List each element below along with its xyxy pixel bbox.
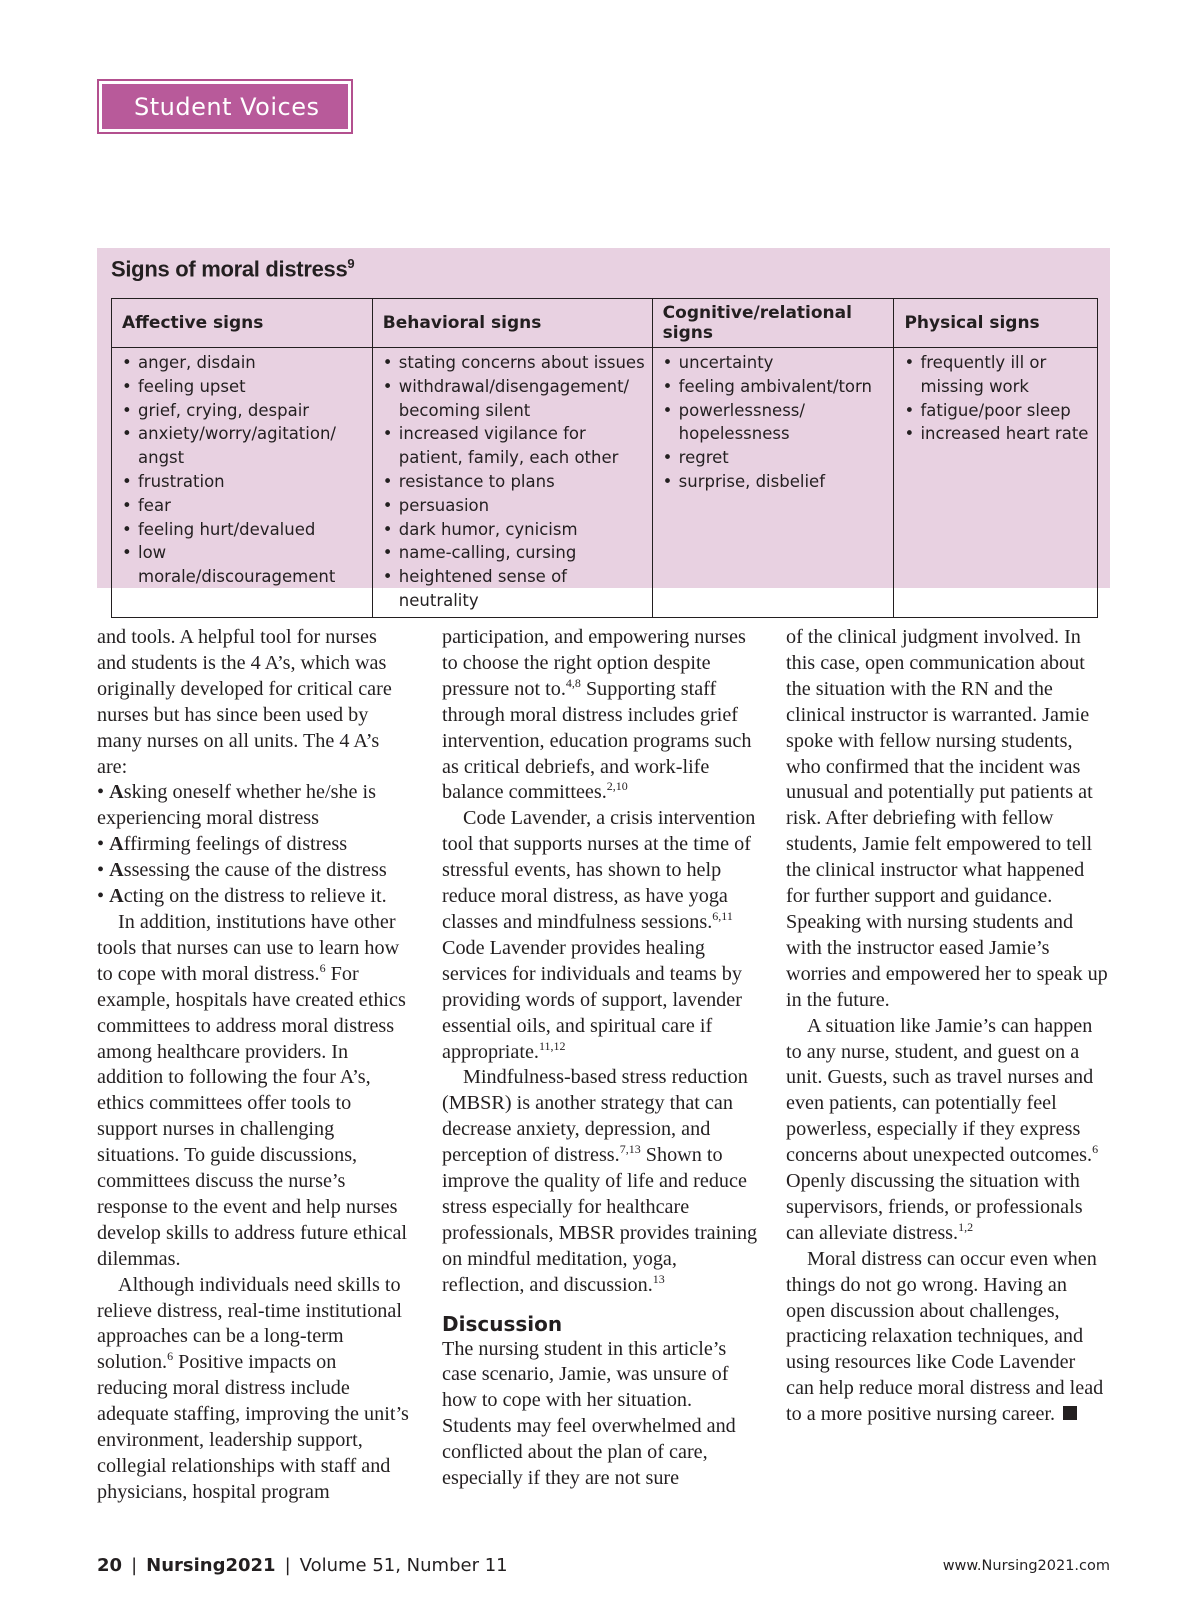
- four-as-item: • Acting on the distress to relieve it.: [97, 885, 387, 908]
- col3-paragraph: Moral distress can occur even when things do not go wrong. Having an open discussion about challenges, practicing relaxation techniques, and using resources like Code Lavender can help reduce moral distress and lead to a more positive nursing career.: [786, 1247, 1104, 1426]
- list-item: • withdrawal/disengagement/ becoming silent: [381, 375, 646, 423]
- journal-name: Nursing2021: [146, 1555, 276, 1576]
- header-physical: Physical signs: [894, 299, 1098, 348]
- list-item: • anxiety/worry/agitation/ angst: [120, 422, 366, 470]
- end-mark-icon: [1063, 1406, 1077, 1420]
- sidebar-title: Signs of moral distress$^9$: [111, 256, 355, 282]
- list-item: • low morale/discouragement: [120, 541, 366, 589]
- list-item: • increased vigilance for patient, family, each other: [381, 422, 646, 470]
- col2-paragraph: Code Lavender, a crisis intervention tool that supports nurses at the time of stressful events, has shown to help reduce moral distress, as have yoga classes and mindfulness sessions.$^{6,11}$ Code Lavender provides healing services for individuals and teams by providing words of support, lavender essential oils, and spiritual care if appropriate.$^{11,12}$: [442, 807, 756, 1063]
- list-item: • fear: [120, 494, 366, 518]
- col3-paragraph: A situation like Jamie’s can happen to any nurse, student, and guest on a unit. Guests, such as travel nurses and even patients, can potentially feel powerless, especially if they express concerns about unexpected outcomes.$^6$ Openly discussing the situation with supervisors, friends, or professionals can alleviate distress.$^{1,2}$: [786, 1014, 1099, 1244]
- header-cognitive: Cognitive/relational signs: [652, 299, 894, 348]
- col3-paragraph: of the clinical judgment involved. In this case, open communication about the situation with the RN and the clinical instructor is warranted. Jamie spoke with fellow nursing students, who confirmed that the incident was unusual and potentially put patients at risk. After debriefing with fellow students, Jamie felt empowered to tell the clinical instructor what happened for further support and guidance. Speaking with nursing students and with the instructor eased Jamie’s worries and empowered her to speak up in the future.: [786, 626, 1108, 1011]
- signs-table: [111, 298, 1098, 618]
- list-item: • feeling upset: [120, 375, 366, 399]
- physical-list: [902, 351, 1091, 446]
- list-item: • name-calling, cursing: [381, 541, 646, 565]
- col1-paragraph: In addition, institutions have other tools that nurses can use to learn how to cope with moral distress.$^6$ For example, hospitals have created ethics committees to address moral distress among healthcare providers. In addition to following the four A’s, ethics committees offer tools to support nurses in challenging situations. To guide discussions, committees discuss the nurse’s response to the event and help nurses develop skills to address future ethical dilemmas.: [97, 910, 408, 1270]
- list-item: • frequently ill or missing work: [902, 351, 1091, 399]
- col2-paragraph: The nursing student in this article’s case scenario, Jamie, was unsure of how to cope with her situation. Students may feel overwhelmed and conflicted about the plan of care, especially if they are not sure: [442, 1337, 736, 1490]
- header-behavioral: Behavioral signs: [372, 299, 652, 348]
- behavioral-cell: [372, 348, 652, 618]
- col2-paragraph: Mindfulness-based stress reduction (MBSR) is another strategy that can decrease anxiety, depression, and perception of distress.$^{7,13}$ Shown to improve the quality of life and reduce stress especially for healthcare professionals, MBSR provides training on mindful meditation, yoga, reflection, and discussion.$^{13}$: [442, 1066, 758, 1296]
- list-item: • grief, crying, despair: [120, 399, 366, 423]
- list-item: • increased heart rate: [902, 422, 1091, 446]
- col1-intro: and tools. A helpful tool for nurses and students is the 4 A’s, which was originally developed for critical care nurses but has since been used by many nurses on all units. The 4 A’s are:: [97, 626, 392, 778]
- behavioral-list: [381, 351, 646, 613]
- list-item: • fatigue/poor sleep: [902, 399, 1091, 423]
- table-header-row: [112, 299, 1098, 348]
- list-item: • surprise, disbelief: [661, 470, 888, 494]
- text-column-1: [97, 625, 409, 1506]
- four-as-item: • Asking oneself whether he/she is experiencing moral distress: [97, 781, 377, 830]
- list-item: • feeling hurt/devalued: [120, 518, 366, 542]
- list-item: • uncertainty: [661, 351, 888, 375]
- list-item: • feeling ambivalent/torn: [661, 375, 888, 399]
- sidebar-title-ref: 9: [347, 256, 355, 271]
- footer-folio: 20 | Nursing2021 | Volume 51, Number 11: [97, 1555, 508, 1576]
- four-as-item: • Affirming feelings of distress: [97, 833, 348, 856]
- list-item: • powerlessness/ hopelessness: [661, 399, 888, 447]
- affective-list: [120, 351, 366, 589]
- page-number: 20: [97, 1555, 123, 1576]
- header-affective: Affective signs: [112, 299, 373, 348]
- cognitive-list: [661, 351, 888, 494]
- moral-distress-sidebar: [97, 248, 1110, 610]
- section-tag-label: Student Voices: [102, 84, 348, 129]
- affective-cell: [112, 348, 373, 618]
- list-item: • persuasion: [381, 494, 646, 518]
- list-item: • dark humor, cynicism: [381, 518, 646, 542]
- physical-cell: [894, 348, 1098, 618]
- list-item: • regret: [661, 446, 888, 470]
- list-item: • frustration: [120, 470, 366, 494]
- table-body-row: [112, 348, 1098, 618]
- volume-info: Volume 51, Number 11: [299, 1555, 508, 1576]
- four-as-item: • Assessing the cause of the distress: [97, 859, 387, 882]
- list-item: • anger, disdain: [120, 351, 366, 375]
- list-item: • stating concerns about issues: [381, 351, 646, 375]
- discussion-heading: Discussion: [442, 1311, 563, 1336]
- section-tag: [97, 79, 353, 134]
- col1-paragraph: Although individuals need skills to relieve distress, real-time institutional approaches can be a long-term solution.$^6$ Positive impacts on reducing moral distress include adequate staffing, improving the unit’s environment, leadership support, collegial relationships with staff and physicians, hospital program: [97, 1273, 409, 1503]
- footer-website: www.Nursing2021.com: [942, 1558, 1110, 1574]
- text-column-2: [442, 625, 760, 1492]
- col2-paragraph: participation, and empowering nurses to choose the right option despite pressure not to.$^{4,8}$ Supporting staff through moral distress includes grief intervention, education programs such as critical debriefs, and work-life balance committees.$^{2,10}$: [442, 626, 752, 804]
- text-column-3: [786, 625, 1108, 1428]
- list-item: • heightened sense of neutrality: [381, 565, 646, 613]
- cognitive-cell: [652, 348, 894, 618]
- list-item: • resistance to plans: [381, 470, 646, 494]
